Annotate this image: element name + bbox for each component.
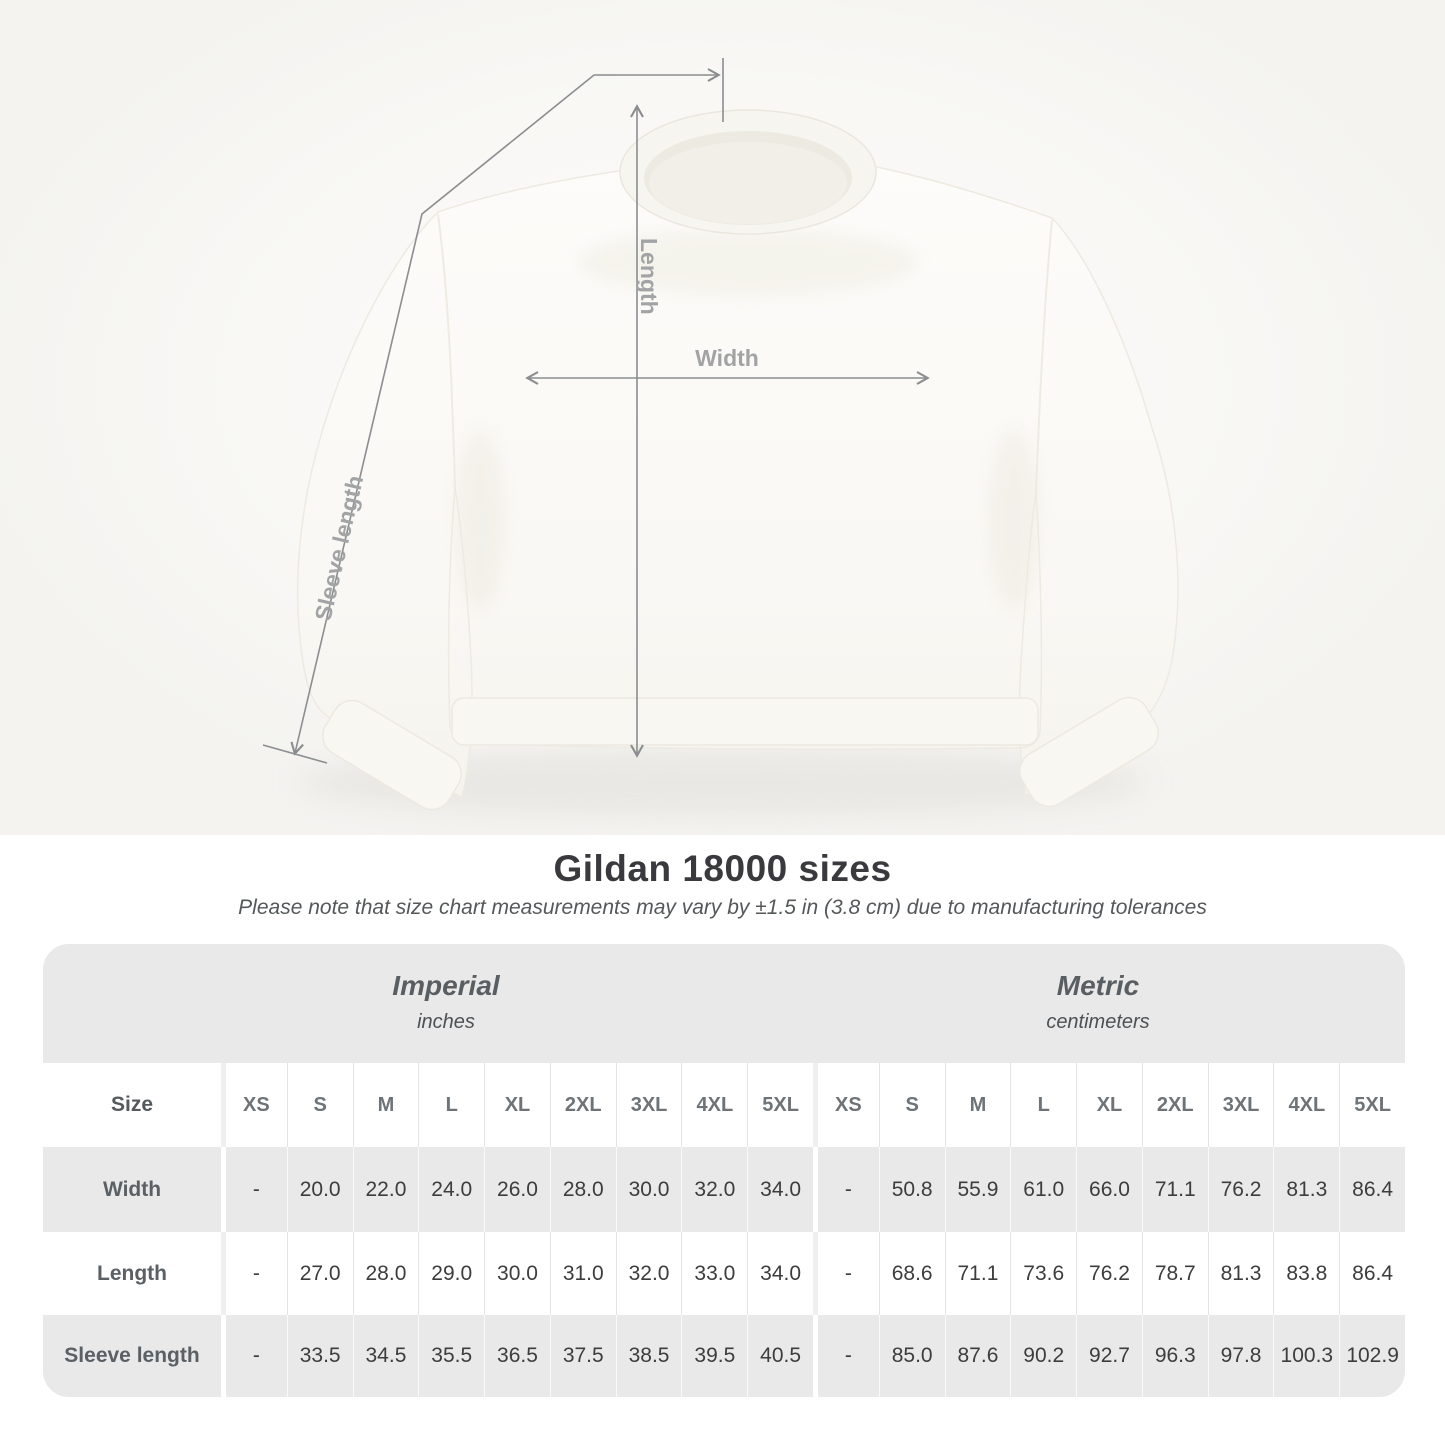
table-cell: 81.3 [1208, 1232, 1274, 1315]
table-cell: - [813, 1232, 879, 1315]
table-cell: 33.0 [681, 1232, 747, 1315]
table-cell: 37.5 [550, 1315, 616, 1397]
table-cell: 55.9 [945, 1147, 1011, 1232]
table-cell: 83.8 [1273, 1232, 1339, 1315]
size-header: 4XL [1273, 1063, 1339, 1147]
table-cell: 28.0 [353, 1232, 419, 1315]
table-cell: 32.0 [616, 1232, 682, 1315]
table-cell: 27.0 [287, 1232, 353, 1315]
table-cell: 90.2 [1010, 1315, 1076, 1397]
unit-group-unit: centimeters [1046, 1011, 1150, 1033]
table-cell: 34.5 [353, 1315, 419, 1397]
size-header: M [945, 1063, 1011, 1147]
size-header: S [287, 1063, 353, 1147]
table-cell: 26.0 [484, 1147, 550, 1232]
table-cell: 31.0 [550, 1232, 616, 1315]
table-cell: 33.5 [287, 1315, 353, 1397]
unit-group-name: Metric [1056, 970, 1140, 1001]
table-cell: 66.0 [1076, 1147, 1142, 1232]
table-cell: 34.0 [747, 1147, 813, 1232]
page-title: Gildan 18000 sizes [553, 848, 892, 889]
size-header-row [43, 1063, 1405, 1147]
table-cell: 61.0 [1010, 1147, 1076, 1232]
table-cell: 38.5 [616, 1315, 682, 1397]
size-table [43, 944, 1405, 1397]
table-cell: 92.7 [1076, 1315, 1142, 1397]
table-cell: 73.6 [1010, 1232, 1076, 1315]
table-cell: 85.0 [879, 1315, 945, 1397]
table-cell: 30.0 [484, 1232, 550, 1315]
table-cell: 34.0 [747, 1232, 813, 1315]
size-column-header: Size [110, 1093, 154, 1116]
table-cell: 86.4 [1339, 1232, 1405, 1315]
collar-shading [578, 228, 918, 296]
table-cell: - [813, 1315, 879, 1397]
size-header: 5XL [747, 1063, 813, 1147]
size-header: XS [221, 1063, 287, 1147]
table-cell: 68.6 [879, 1232, 945, 1315]
unit-group-name: Imperial [392, 970, 500, 1001]
table-cell: 71.1 [945, 1232, 1011, 1315]
size-header: 5XL [1339, 1063, 1405, 1147]
row-label: Sleeve length [64, 1344, 200, 1367]
table-cell: 50.8 [879, 1147, 945, 1232]
table-cell: - [221, 1232, 287, 1315]
table-cell: 86.4 [1339, 1147, 1405, 1232]
table-cell: 81.3 [1273, 1147, 1339, 1232]
table-cell: 24.0 [418, 1147, 484, 1232]
table-cell: 76.2 [1208, 1147, 1274, 1232]
size-header: S [879, 1063, 945, 1147]
table-cell: 36.5 [484, 1315, 550, 1397]
table-cell: 102.9 [1339, 1315, 1405, 1397]
size-header: 2XL [550, 1063, 616, 1147]
size-header: 4XL [681, 1063, 747, 1147]
table-cell: 35.5 [418, 1315, 484, 1397]
table-cell: 39.5 [681, 1315, 747, 1397]
size-header: L [1010, 1063, 1076, 1147]
collar-inner-back [649, 142, 847, 224]
table-row-width [43, 1147, 1405, 1232]
table-cell: - [221, 1147, 287, 1232]
cuff-tick [263, 745, 327, 763]
length-label: Length [636, 238, 662, 315]
table-cell: 32.0 [681, 1147, 747, 1232]
row-label: Width [102, 1177, 162, 1201]
tolerance-note: Please note that size chart measurements may vary by ±1.5 in (3.8 cm) due to manufacturing tolerances [238, 896, 1207, 919]
table-row-sleeve-length [43, 1315, 1405, 1397]
size-header: 3XL [1208, 1063, 1274, 1147]
right-armpit-shading [988, 430, 1040, 610]
table-cell: 20.0 [287, 1147, 353, 1232]
table-cell: - [813, 1147, 879, 1232]
table-cell: 71.1 [1142, 1147, 1208, 1232]
size-header: XS [813, 1063, 879, 1147]
table-cell: 87.6 [945, 1315, 1011, 1397]
size-header: XL [484, 1063, 550, 1147]
table-cell: 78.7 [1142, 1232, 1208, 1315]
table-cell: 22.0 [353, 1147, 419, 1232]
left-armpit-shading [454, 430, 506, 610]
unit-group-metric [1046, 944, 1149, 1034]
size-header: L [418, 1063, 484, 1147]
table-cell: 76.2 [1076, 1232, 1142, 1315]
sleeve-length-label: Sleeve length [309, 472, 369, 624]
width-label: Width [695, 345, 759, 371]
unit-header-band [43, 944, 1405, 1063]
table-cell: 96.3 [1142, 1315, 1208, 1397]
table-cell: 29.0 [418, 1232, 484, 1315]
table-row-length [43, 1232, 1405, 1315]
sweatshirt-illustration [298, 110, 1178, 817]
table-cell: - [221, 1315, 287, 1397]
table-cell: 30.0 [616, 1147, 682, 1232]
size-header: M [353, 1063, 419, 1147]
table-cell: 28.0 [550, 1147, 616, 1232]
size-header: 2XL [1142, 1063, 1208, 1147]
hem-band [452, 698, 1038, 745]
row-label: Length [97, 1261, 167, 1285]
unit-group-unit: inches [417, 1011, 475, 1033]
table-cell: 100.3 [1273, 1315, 1339, 1397]
table-cell: 97.8 [1208, 1315, 1274, 1397]
size-header: XL [1076, 1063, 1142, 1147]
table-cell: 40.5 [747, 1315, 813, 1397]
size-header: 3XL [616, 1063, 682, 1147]
unit-group-imperial [392, 944, 499, 1034]
